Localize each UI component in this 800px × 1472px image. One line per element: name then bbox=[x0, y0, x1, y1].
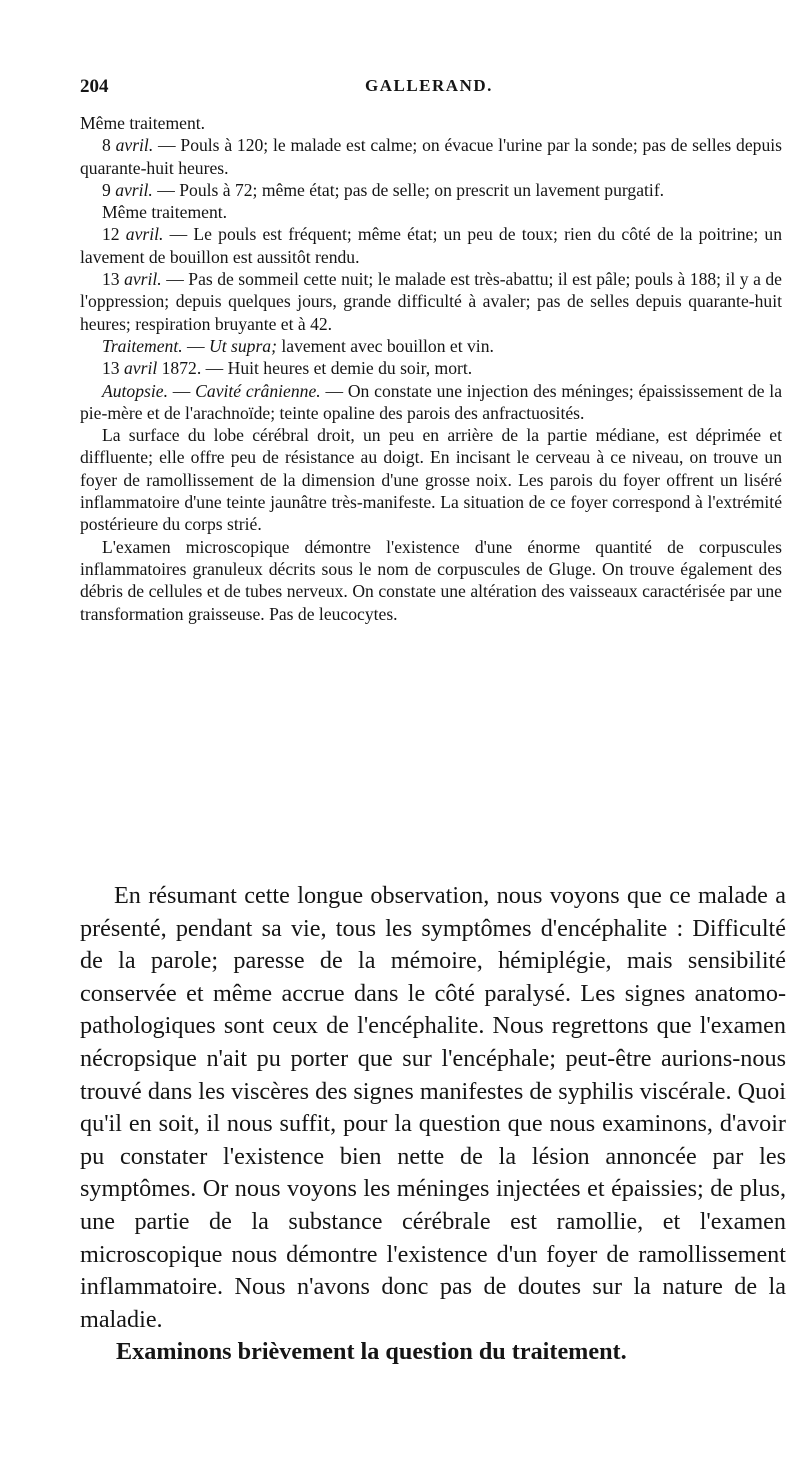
running-head: GALLERAND. bbox=[365, 76, 493, 95]
page-header bbox=[80, 76, 780, 102]
note-emphasis: Ut supra; bbox=[209, 335, 277, 356]
note-date: avril. bbox=[124, 269, 162, 290]
note-text: — Pouls à 120; le malade est calme; on évacue l'urine par la sonde; pas de selles depuis quarante-huit heures. bbox=[80, 135, 782, 178]
note-heading: Cavité crânienne. bbox=[195, 380, 321, 401]
note-paragraph bbox=[80, 134, 782, 179]
note-text: — bbox=[182, 335, 210, 356]
note-heading: Traitement. bbox=[102, 335, 183, 356]
note-text: — On constate une injection des méninges; épaississement de la pie-mère et de l'arachnoïde; teinte opaline des parois des anfractuosités. bbox=[80, 380, 783, 423]
note-paragraph bbox=[80, 357, 782, 379]
note-heading: Autopsie. bbox=[102, 380, 168, 401]
note-text: — Le pouls est fréquent; même état; un peu de toux; rien du côté de la poitrine; un lavement de bouillon est aussitôt rendu. bbox=[80, 224, 782, 267]
main-text bbox=[80, 880, 786, 1369]
note-date: avril bbox=[124, 358, 158, 379]
note-date: avril. bbox=[115, 179, 153, 200]
note-paragraph bbox=[80, 112, 782, 134]
note-text: lavement avec bouillon et vin. bbox=[276, 335, 494, 356]
note-paragraph bbox=[80, 536, 782, 625]
note-paragraph bbox=[80, 223, 782, 268]
note-text: 13 bbox=[102, 269, 125, 290]
body-paragraph: En résumant cette longue observation, nous voyons que ce malade a présenté, pendant sa vie, tous les symptômes d'encéphalite : Difficulté de la parole; paresse de la mémoire, hémiplégie, mais sensibilité conservée et même accrue dans le côté paralysé. Les signes anatomo-pathologiques sont ceux de l'encéphalite. Nous regrettons que l'examen nécropsique n'ait pu porter que sur l'encéphale; peut-être aurions-nous trouvé dans les viscères des signes manifestes de syphilis viscérale. Quoi qu'il en soit, il nous suffit, pour la question que nous examinons, d'avoir pu constater l'existence bien nette de la lésion annoncée par les symptômes. Or nous voyons les méninges injectées et épaissies; de plus, une partie de la substance cérébrale est ramollie, et l'examen microscopique nous démontre l'existence d'un foyer de ramollissement inflammatoire. Nous n'avons donc pas de doutes sur la nature de la maladie. bbox=[80, 882, 786, 1333]
note-paragraph bbox=[80, 424, 782, 535]
note-paragraph bbox=[80, 335, 782, 357]
note-date: avril. bbox=[115, 135, 154, 156]
note-paragraph bbox=[80, 380, 782, 425]
note-text: 13 bbox=[102, 358, 124, 379]
note-text: Même traitement. bbox=[102, 202, 228, 223]
note-text: La surface du lobe cérébral droit, un peu en arrière de la partie médiane, est déprimée et diffluente; elle offre peu de résistance au doigt. En incisant le cerveau à ce niveau, on trouve un foyer de ramollissement de la dimension d'une grosse noix. Les parois du foyer offrent un liséré inflammatoire d'une teinte jaunâtre très-manifeste. La situation de ce foyer correspond à l'extrémité postérieure du corps strié. bbox=[80, 425, 782, 535]
note-text: — Pouls à 72; même état; pas de selle; on prescrit un lavement purgatif. bbox=[152, 179, 665, 200]
note-text: 12 bbox=[102, 224, 126, 245]
case-notes bbox=[80, 112, 782, 625]
note-text: 1872. — Huit heures et demie du soir, mort. bbox=[157, 358, 473, 379]
note-paragraph bbox=[80, 179, 782, 201]
note-text: Même traitement. bbox=[80, 113, 206, 133]
note-text: — bbox=[167, 380, 196, 401]
page-number: 204 bbox=[80, 76, 109, 97]
note-text: 9 bbox=[102, 179, 116, 200]
note-paragraph bbox=[80, 268, 782, 335]
note-text: — Pas de sommeil cette nuit; le malade est très-abattu; il est pâle; pouls à 188; il y a de l'oppression; depuis quelques jours, grande difficulté à avaler; pas de selles depuis quarante-huit heures; respiration bruyante et à 42. bbox=[80, 269, 782, 334]
note-paragraph bbox=[80, 201, 782, 223]
note-text: L'examen microscopique démontre l'existence d'une énorme quantité de corpuscules inflammatoires granuleux décrits sous le nom de corpuscules de Gluge. On trouve également des débris de cellules et de tubes nerveux. On constate une altération des vaisseaux caractérisée par une transformation graisseuse. Pas de leucocytes. bbox=[80, 536, 782, 624]
body-paragraph: Examinons brièvement la question du traitement. bbox=[116, 1338, 627, 1366]
note-text: 8 bbox=[102, 135, 116, 156]
note-date: avril. bbox=[125, 224, 164, 245]
